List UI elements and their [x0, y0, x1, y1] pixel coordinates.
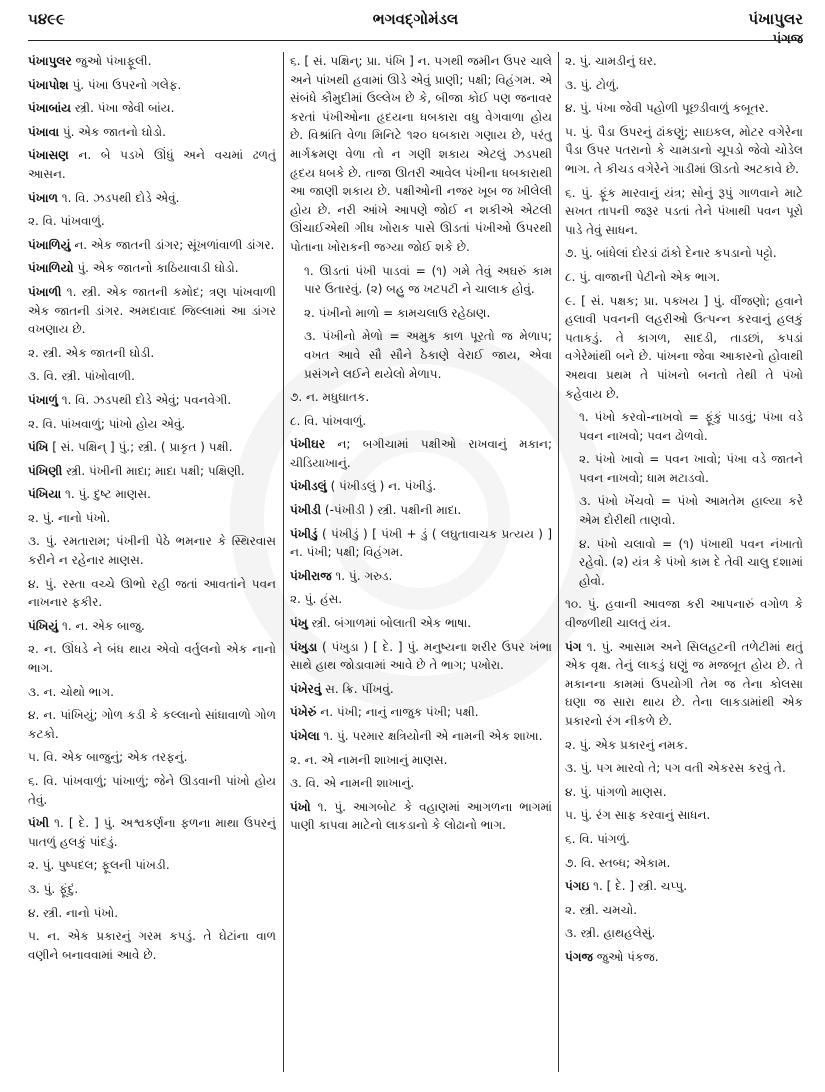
dictionary-entry	[290, 798, 552, 835]
dictionary-entry	[565, 244, 803, 263]
column-divider	[283, 52, 284, 1072]
dictionary-entry	[28, 236, 276, 255]
definition-text: ૧. પું. દુષ્ટ માણસ.	[61, 487, 151, 502]
dictionary-entry	[290, 774, 552, 793]
dictionary-entry	[290, 435, 552, 472]
definition-text: ન. એક જાતની ડાંગર; સૂંખળાંવાળી ડાંગર.	[70, 237, 275, 252]
definition-text: ૪. પું. પાંગળો માણસ.	[565, 784, 667, 799]
dictionary-entry	[565, 877, 803, 896]
dictionary-entry	[565, 184, 803, 240]
dictionary-entry	[565, 948, 803, 967]
dictionary-entry	[28, 772, 276, 809]
page-header	[28, 10, 803, 47]
dictionary-entry	[565, 736, 803, 755]
definition-text: ( પંખીડું ) [ પંખી + ડું ( લઘુતાવાચક પ્રત્યય ) ] ન. પંખી; પક્ષી; વિહંગમ.	[290, 526, 552, 560]
dictionary-entry	[565, 924, 803, 943]
definition-text: ૨. પું. એક પ્રકારનું નમક.	[565, 737, 688, 752]
dictionary-entry	[28, 146, 276, 183]
headword: પંગજ	[565, 949, 593, 964]
dictionary-entry	[28, 438, 276, 457]
definition-text: ( પંખુડા ) [ દે. ] પું. મનુષ્યના શરીર ઉપર ખંભા સાથે હાથ જોડાવામાં આવે છે તે ભાગ; પખોરા.	[290, 639, 552, 673]
dictionary-entry	[28, 123, 276, 142]
definition-text: ૭. વિ. સ્તબ્ધ; એકામ.	[565, 855, 671, 870]
dictionary-entry	[28, 189, 276, 208]
definition-text: ૫. વિ. એક બાજુનું; એક તરફનું.	[28, 750, 188, 765]
dictionary-entry	[565, 76, 803, 95]
definition-text: ૧. સ્ત્રી. એક જાતની કમોદ; ત્રણ પાંખવાળી એક જાતની ડાંગર. અમદાવાદ જિલ્લામાં આ ડાંગર વખણાય છે.	[28, 284, 276, 337]
headword: પંખિણી	[28, 463, 63, 478]
definition-text: ૮. વિ. પાંખવાળું.	[290, 413, 367, 428]
dictionary-entry	[28, 259, 276, 278]
definition-text: પું. એક જાતનો ઘોડો.	[59, 124, 166, 139]
definition-text: ૬. વિ. પાંખવાળું; પાંખાળું; જેને ઊડવાની પાંખો હોય તેવું.	[28, 774, 276, 807]
dictionary-entry	[565, 830, 803, 849]
dictionary-entry	[28, 748, 276, 767]
definition-text: ૪. પું. પંખા જેવી પહોળી પૂછડીવાળું કબૂતર.	[565, 101, 769, 116]
dictionary-entry	[290, 680, 552, 699]
dictionary-entry	[565, 450, 803, 487]
dictionary-entry	[28, 76, 276, 95]
headword: પંખીરાજ	[290, 568, 332, 583]
definition-text: ૩. પું. પગ મારવો તે; પગ વતી એકરસ કરવું તે.	[565, 761, 786, 776]
headword: પંખિયા	[28, 487, 62, 502]
definition-text: ૬. [ સં. પક્ષિન્; પ્રા. પંખિ ] ન. પગથી જમીન ઉપર ચાલે અને પાંખથી હવામાં ઊડે એવું પ્રાણી; પક્ષી; વિહંગમ. એ સંબંધે કૌમુદીમાં ઉલ્લેખ છે કે, બીજા કોઈ પણ જનાવર કરતાં પંખીઓના હૃદયના ધબકારા વધુ વેગવાળા હોય છે. વિશ્રાંતિ વેળા મિનિટે ૧૨૦ ધબકારા ગણાય છે, પરંતુ માર્ગક્રમણ વેળા તો ન ગણી શકાય એટલું ઝડપથી હૃદય ધબકે છે. તાજા ઊતરી આવેલ પંખીના ધબકારાથી આ જાણી શકાય છે. પક્ષીઓની નજર ખૂબ જ ખીલેલી હોય છે. નરી આંખે આપણે જોઈ ન શકીએ એટલી ઊંચાઈએથી ગીધ ખોરાક પાસે ઊડતાં પંખીઓ ઉપરથી પોતાના ખોરાકની જગ્યા જોઈ શકે છે.	[290, 54, 552, 254]
dictionary-entry	[565, 408, 803, 445]
headword: પંખુડા	[290, 639, 318, 654]
headword: પંખીડું	[290, 526, 318, 541]
dictionary-entry	[290, 614, 552, 633]
definition-text: ૩. ન. ચોથો ભાગ.	[28, 684, 114, 699]
dictionary-entry	[28, 617, 276, 636]
definition-text: સ્ત્રી. બંગાળમાં બોલાતી એક ભાષા.	[307, 616, 472, 631]
headword: પંખાળી	[28, 284, 62, 299]
dictionary-entry	[28, 640, 276, 677]
headword: પંખીઘર	[290, 437, 326, 452]
definition-text: ૯. [ સં. પક્ષક; પ્રા. પક્ખય ] પું. વીંજણો; હવાને હલાવી પવનની લહરીઓ ઉત્પન્ન કરવાનું હલકું પતાકડું. તે કાગળ, સાદડી, તાડછાં, કપડાં વગેરેમાંથી બને છે. પાંખના જેવા આકારનો હોવાથી અથવા પ્રથમ તે પાંખનો બનતો તેથી તે પંખો કહેવાય છે.	[565, 293, 803, 401]
definition-text: ૧. ઊડતાં પંખી પાડવાં = (૧) ગમે તેવું અઘરું કામ પાર ઉતારવું. (૨) બહુ જ ખટપટી ને ચાલાક હોવું.	[304, 263, 552, 297]
page-title: ભગવદ્ગોમંડલ	[372, 10, 459, 28]
dictionary-entry	[290, 638, 552, 675]
dictionary-entry	[565, 99, 803, 118]
headword: પંખીડી	[290, 503, 322, 518]
definition-text: ન; બગીચામાં પક્ષીઓ રાખવાનું મકાન; ચીડિયાખાનું.	[290, 437, 552, 470]
dictionary-entry	[28, 532, 276, 569]
definition-text: ૩. પંખીનો મેળો = અમુક કાળ પૂરતો જ મેળાપ; વખત આવે સૌ સૌને ઠેકાણે વેરાઈ જાય, એવા પ્રસંગને લઈને થયેલો મેળાપ.	[304, 329, 552, 381]
definition-text: ૩. વિ. સ્ત્રી. પાંખોવાળી.	[28, 369, 135, 384]
definition-text: ૧. ન. એક બાજુ.	[58, 618, 145, 633]
definition-text: ૩. પું. ટોળું.	[565, 77, 620, 92]
definition-text: ૨. ન. એ નામની શાખાનું માણસ.	[290, 752, 448, 767]
dictionary-entry	[290, 412, 552, 431]
column-3	[565, 52, 803, 1084]
dictionary-entry	[28, 509, 276, 528]
dictionary-entry	[28, 462, 276, 481]
dictionary-entry	[28, 52, 276, 71]
definition-text: ૨. પું. હંસ.	[290, 592, 343, 607]
definition-text: (-પંખીડી ) સ્ત્રી. પક્ષીની માદા.	[321, 503, 462, 518]
headword: પંખાસણ	[28, 148, 69, 163]
definition-text: ૨. સ્ત્રી. એક જાતની ઘોડી.	[28, 345, 155, 360]
dictionary-entry	[290, 567, 552, 586]
dictionary-entry	[28, 575, 276, 612]
dictionary-entry	[290, 525, 552, 562]
definition-text: ૩. પું. રમતારામ; પંખીની પેઠે ભમનાર કે સ્થિરવાસ કરીને ન રહેનાર માણસ.	[28, 534, 276, 568]
definition-text: સ્ત્રી. પંખીની માદા; માદા પક્ષી; પક્ષિણી.	[62, 463, 245, 478]
definition-text: ૧. પું. ગરુડ.	[331, 568, 393, 583]
definition-text: ૨. પંખીનો માળો = કામચલાઉ રહેઠાણ.	[304, 305, 491, 320]
column-1	[28, 52, 276, 1084]
definition-text: સ્ત્રી. પંખા જેવી બાંય.	[71, 101, 175, 116]
headword: પંખેરવું	[290, 681, 322, 696]
definition-text: ન. પંખી; નાનું નાજુક પંખી; પક્ષી.	[316, 705, 479, 720]
dictionary-entry	[565, 52, 803, 71]
definition-text: ૧. [ દે. ] પું. અશ્વકર્ણના ફળના માથા ઉપરનું પાતળું હલકું પાંદડું.	[28, 816, 276, 849]
definition-text: ૫. પું. રંગ સાફ કરવાનું સાધન.	[565, 808, 711, 823]
dictionary-entry	[28, 212, 276, 231]
definition-text: ૧. વિ. ઝડપથી દોડે એવું.	[57, 190, 180, 205]
definition-text: ૨. સ્ત્રી. ચમચો.	[565, 902, 638, 917]
dictionary-entry	[28, 927, 276, 964]
headword: પંખાપોશ	[28, 77, 69, 92]
definition-text: ૫. પું. પૈડા ઉપરનું ઢાંકણું; સાઇકલ, મોટર વગેરેના પૈડા ઉપર પતરાનો કે ચામડાનો ચૂપડો જેવો ચોડેલ ભાગ. તે કીચડ વગેરેને ગાડીમાં ઊડતો અટકાવે છે.	[565, 124, 803, 176]
dictionary-entry	[565, 806, 803, 825]
definition-text: ન. બે પડખે ઊંધું અને વચમાં ઢળતું આસન.	[28, 148, 276, 181]
dictionary-entry	[28, 683, 276, 702]
definition-text: ૩. પું. ફૂંદું.	[28, 881, 79, 896]
definition-text: ૬. વિ. પાંગળું.	[565, 831, 630, 846]
dictionary-entry	[565, 595, 803, 632]
dictionary-entry	[290, 590, 552, 609]
dictionary-entry	[28, 880, 276, 899]
column-divider	[558, 52, 559, 1072]
definition-text: ૩. પંખો ખેંચવો = પંખો આમતેમ હાલ્યા કરે એમ દોરીથી તાણવો.	[579, 494, 803, 528]
headword: પંખિ	[28, 440, 49, 455]
definition-text: ૧. પંખો કરવો-નાખવો = ફૂંકું પાડવું; પંખા વડે પવન નાખવો; પવન ઢોળવો.	[579, 410, 803, 443]
definition-text: ૩. વિ. એ નામની શાખાનું.	[290, 776, 415, 791]
definition-text: ૨. પું. પુષ્પદલ; ફૂલની પાંખડી.	[28, 858, 170, 873]
definition-text: ૧. પું. આસામ અને સિલહટની તળેટીમાં થતું એક વૃક્ષ. તેનું લાકડું ઘણું જ મજબૂત હોય છે. તે મકાનના કામમાં ઉપયોગી તેમ જ તેના કોલસા ઘણા જ સારા થાય છે. તેના લાકડામાંથી એક પ્રકારનો રંગ નીકળે છે.	[565, 639, 803, 728]
guide-word-last: પંગજ	[772, 32, 803, 47]
definition-text: ૮. પું. વાજાની પેટીનો એક ભાગ.	[565, 269, 721, 284]
dictionary-entry	[290, 501, 552, 520]
dictionary-entry	[565, 854, 803, 873]
dictionary-entry	[565, 292, 803, 404]
headword: પંખો	[290, 799, 311, 814]
definition-text: જુઓ પંખાફૂલી.	[71, 54, 152, 68]
dictionary-entry	[290, 703, 552, 722]
dictionary-entry	[28, 706, 276, 743]
headword: પંખાપુલર	[28, 54, 72, 68]
dictionary-entry	[28, 814, 276, 851]
dictionary-entry	[565, 638, 803, 731]
headword: પંખાળું	[28, 392, 58, 407]
definition-text: પું. એક જાતનો કાઠિયાવાડી ઘોડો.	[73, 261, 239, 276]
definition-text: ૪. ન. પાંખિયું; ગોળ કડી કે કલ્લાનો સાંધાવાળો ગોળ કટકો.	[28, 708, 276, 741]
definition-text: ૧. પું. પરમાર ક્ષત્રિયોની એ નામની એક શાખા.	[319, 729, 543, 743]
dictionary-entry	[290, 388, 552, 407]
definition-text: પું. પંખા ઉપરનો ગલેફ.	[68, 77, 182, 92]
definition-text: ૩. સ્ત્રી. હાથહલેસું.	[565, 926, 656, 941]
definition-text: ૪. પંખો ચલાવો = (૧) પંખાથી પવન નંખાતો રહેવો. (૨) યંત્ર કે પંખો કામ દે તેવી ચાલુ દશામાં હોવો.	[579, 536, 803, 588]
dictionary-entry	[28, 856, 276, 875]
headword: પંગ	[565, 639, 582, 654]
dictionary-entry	[28, 391, 276, 410]
definition-text: ૨. વિ. પાંખવાળું.	[28, 214, 105, 229]
dictionary-entry	[28, 415, 276, 434]
dictionary-entry	[565, 492, 803, 529]
dictionary-entry	[28, 344, 276, 363]
dictionary-entry	[28, 99, 276, 118]
dictionary-entry	[28, 904, 276, 923]
column-2	[290, 52, 552, 1084]
definition-text: ૪. પું. રસ્તા વચ્ચે ઊભો રહી જતાં આવતાંને પવન નાખનાર ફકીર.	[28, 576, 276, 610]
dictionary-entry	[565, 268, 803, 287]
definition-text: ( પંખીડલું ) ન. પંખીડું.	[326, 479, 437, 494]
definition-text: ૧૦. પું. હવાની આવજા કરી આપનારું વગોળ કે વીજળીથી ચાલતું યંત્ર.	[565, 597, 803, 631]
headword: પંખાવા	[28, 124, 60, 139]
dictionary-entry	[290, 327, 552, 383]
guide-word-first: પંખાપુલર	[748, 10, 803, 28]
definition-text: ૧. વિ. ઝડપથી દોડે એવું; પવનવેગી.	[57, 392, 232, 407]
definition-text: ૨. ન. ઊંધડે ને બંધ થાય એવો વર્તુલનો એક નાનો ભાગ.	[28, 642, 276, 676]
definition-text: ૬. પું. ફૂંક મારવાનું યંત્ર; સોનું રૂપું ગાળવાને માટે સખત તાપની જરૂર પડતાં તેને પંખાથી પવન પૂરો પાડે તેવું સાધન.	[565, 185, 803, 237]
page-number: ૫૪૯૯	[28, 10, 65, 28]
dictionary-entry	[290, 727, 552, 746]
headword: પંખાળિયો	[28, 261, 74, 276]
definition-text: ૨. પું. નાનો પંખો.	[28, 510, 111, 525]
definition-text: ૪. સ્ત્રી. નાનો પંખો.	[28, 905, 119, 920]
header-rule	[28, 40, 803, 41]
dictionary-entry	[290, 477, 552, 496]
dictionary-entry	[290, 751, 552, 770]
definition-text: [ સં. પક્ષિન્ ] પું.; સ્ત્રી. ( પ્રાકૃત ) પક્ષી.	[48, 440, 233, 455]
definition-text: જુઓ પંકજ.	[592, 949, 659, 964]
headword: પંખાબાંય	[28, 101, 71, 116]
definition-text: ૨. વિ. પાંખવાળું; પાંખો હોય એવું.	[28, 416, 186, 431]
dictionary-entry	[28, 367, 276, 386]
dictionary-entry	[290, 52, 552, 257]
headword: પંખેલા	[290, 729, 320, 743]
headword: પંખાળ	[28, 190, 58, 205]
definition-text: ૭. ન. મધુઘાતક.	[290, 390, 370, 405]
headword: પંખુ	[290, 616, 308, 631]
definition-text: સ. ક્રિ. પીંખવું.	[321, 681, 394, 696]
definition-text: ૨. પંખો ખાવો = પવન ખાવો; પંખા વડે જાતને પવન નાખવો; ધામ મટાડવો.	[579, 452, 803, 485]
headword: પંગઇ	[565, 879, 590, 894]
definition-text: ૭. પું. બાંધેલાં દોરડાં ઢાંકો દેનાર કપડાનો પટ્ટો.	[565, 246, 777, 261]
headword: પંખેરું	[290, 705, 317, 720]
headword: પંખીડલું	[290, 479, 327, 494]
dictionary-entry	[565, 759, 803, 778]
headword: પંખી	[28, 816, 50, 831]
dictionary-entry	[565, 783, 803, 802]
dictionary-entry	[565, 901, 803, 920]
definition-text: ૫. ન. એક પ્રકારનું ગરમ કપડું. તે ઘેટાંના વાળ વણીને બનાવવામાં આવે છે.	[28, 929, 276, 962]
headword: પંખિયું	[28, 618, 59, 633]
dictionary-entry	[565, 535, 803, 591]
dictionary-entry	[290, 262, 552, 299]
definition-text: ૧. પું. આગબોટ કે વહાણમાં આગળના ભાગમાં પાણી કાપવા માટેનો લાકડાનો કે લોઢાનો ભાગ.	[290, 799, 552, 833]
headword: પંખાળિયું	[28, 237, 71, 252]
definition-text: ૨. પું. ચામડીનું ઘર.	[565, 54, 657, 68]
dictionary-entry	[28, 283, 276, 339]
definition-text: ૧. [ દે. ] સ્ત્રી. ચપ્પુ.	[589, 879, 688, 894]
dictionary-entry	[290, 304, 552, 323]
dictionary-entry	[565, 123, 803, 179]
dictionary-entry	[28, 485, 276, 504]
